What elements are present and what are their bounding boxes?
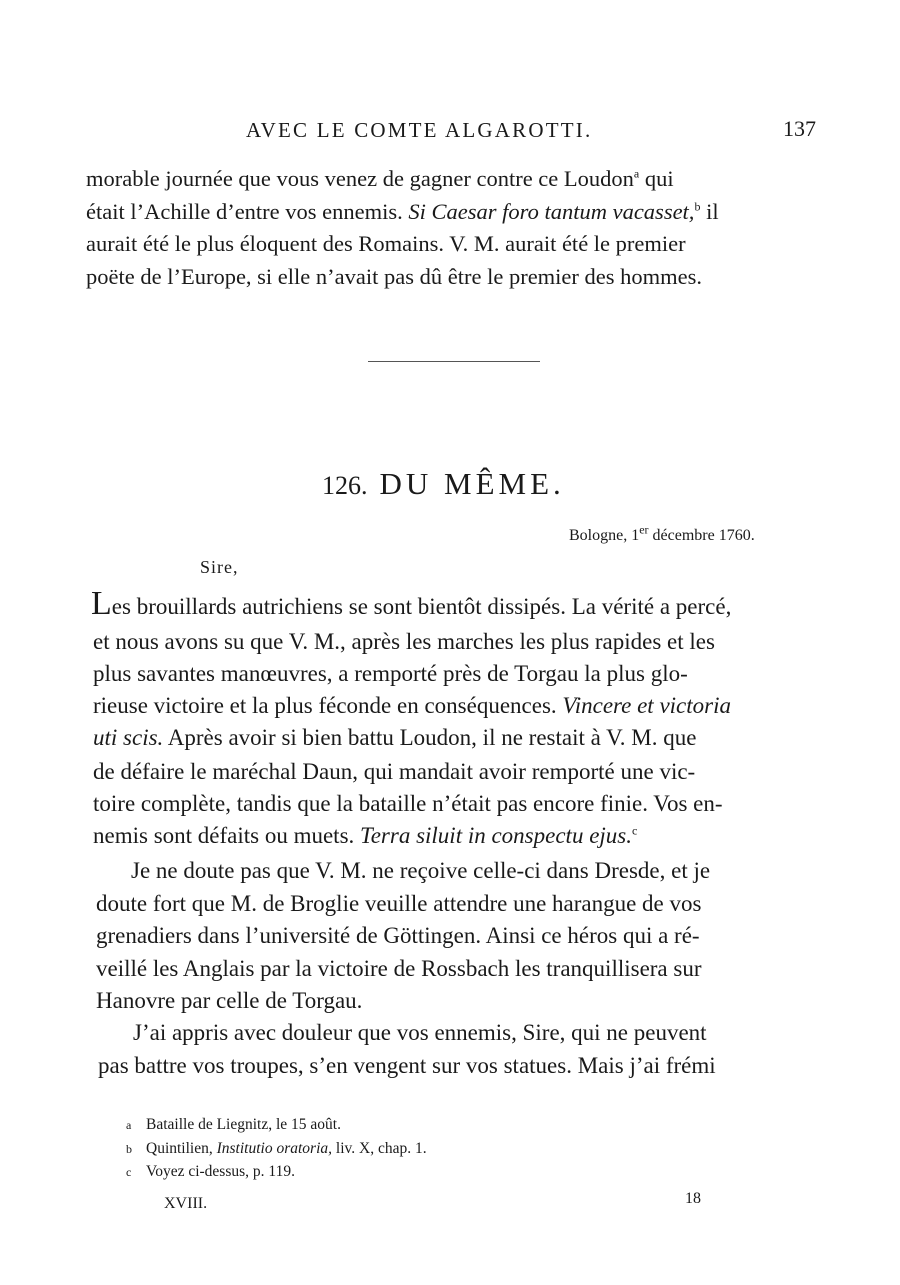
text-line: Je ne doute pas que V. M. ne reçoive celle-ci dans Dresde, et je [131,858,711,883]
letter-heading [322,466,565,502]
text-line: veillé les Anglais par la victoire de Rossbach les tranquillisera sur [96,956,702,981]
footnote: b Quintilien, Institutio oratoria, liv. X, chap. 1. [126,1140,427,1157]
salutation: Sire, [200,557,239,577]
text-line: morable journée que vous venez de gagner contre ce Loudon$^a$ qui [86,166,674,191]
text-line: rieuse victoire et la plus féconde en conséquences. Vincere et victoria [93,693,731,718]
text-line: pas battre vos troupes, s’en vengent sur vos statues. Mais j’ai frémi [98,1053,716,1078]
letter-title: DU MÊME. [379,466,565,501]
drop-cap: L [91,585,112,622]
text-line: toire complète, tandis que la bataille n’était pas encore finie. Vos en- [93,791,723,816]
dateline: Bologne, 1er décembre 1760. [569,522,755,544]
text-line: plus savantes manœuvres, a remporté près de Torgau la plus glo- [93,661,688,686]
text-line: nemis sont défaits ou muets. Terra siluit in conspectu ejus.$^c$ [93,823,638,848]
page-number: 137 [783,116,816,141]
text-line: doute fort que M. de Broglie veuille attendre une harangue de vos [96,891,702,916]
footnote: c Voyez ci-dessus, p. 119. [126,1163,295,1180]
text-line: et nous avons su que V. M., après les marches les plus rapides et les [93,629,715,654]
letter-number: 126. [322,471,368,500]
sheet-signature: 18 [685,1190,701,1207]
text-line: grenadiers dans l’université de Göttingen. Ainsi ce héros qui a ré- [96,923,700,948]
text-line: J’ai appris avec douleur que vos ennemis, Sire, qui ne peuvent [133,1020,707,1045]
text-line: Hanovre par celle de Torgau. [96,988,363,1013]
text-line: uti scis. Après avoir si bien battu Loudon, il ne restait à V. M. que [93,725,697,750]
text-line: aurait été le plus éloquent des Romains. V. M. aurait été le premier [86,231,686,256]
text-line: Les brouillards autrichiens se sont bientôt dissipés. La vérité a percé, [91,585,732,622]
text-line: poëte de l’Europe, si elle n’avait pas dû être le premier des hommes. [86,264,703,289]
section-divider [368,361,540,362]
volume-signature: XVIII. [164,1195,208,1212]
text-line: de défaire le maréchal Daun, qui mandait avoir remporté une vic- [93,759,696,784]
running-head: AVEC LE COMTE ALGAROTTI. [246,118,593,142]
text-line: était l’Achille d’entre vos ennemis. Si Caesar foro tantum vacasset,$^b$ il [86,199,719,224]
footnote: a Bataille de Liegnitz, le 15 août. [126,1116,341,1133]
